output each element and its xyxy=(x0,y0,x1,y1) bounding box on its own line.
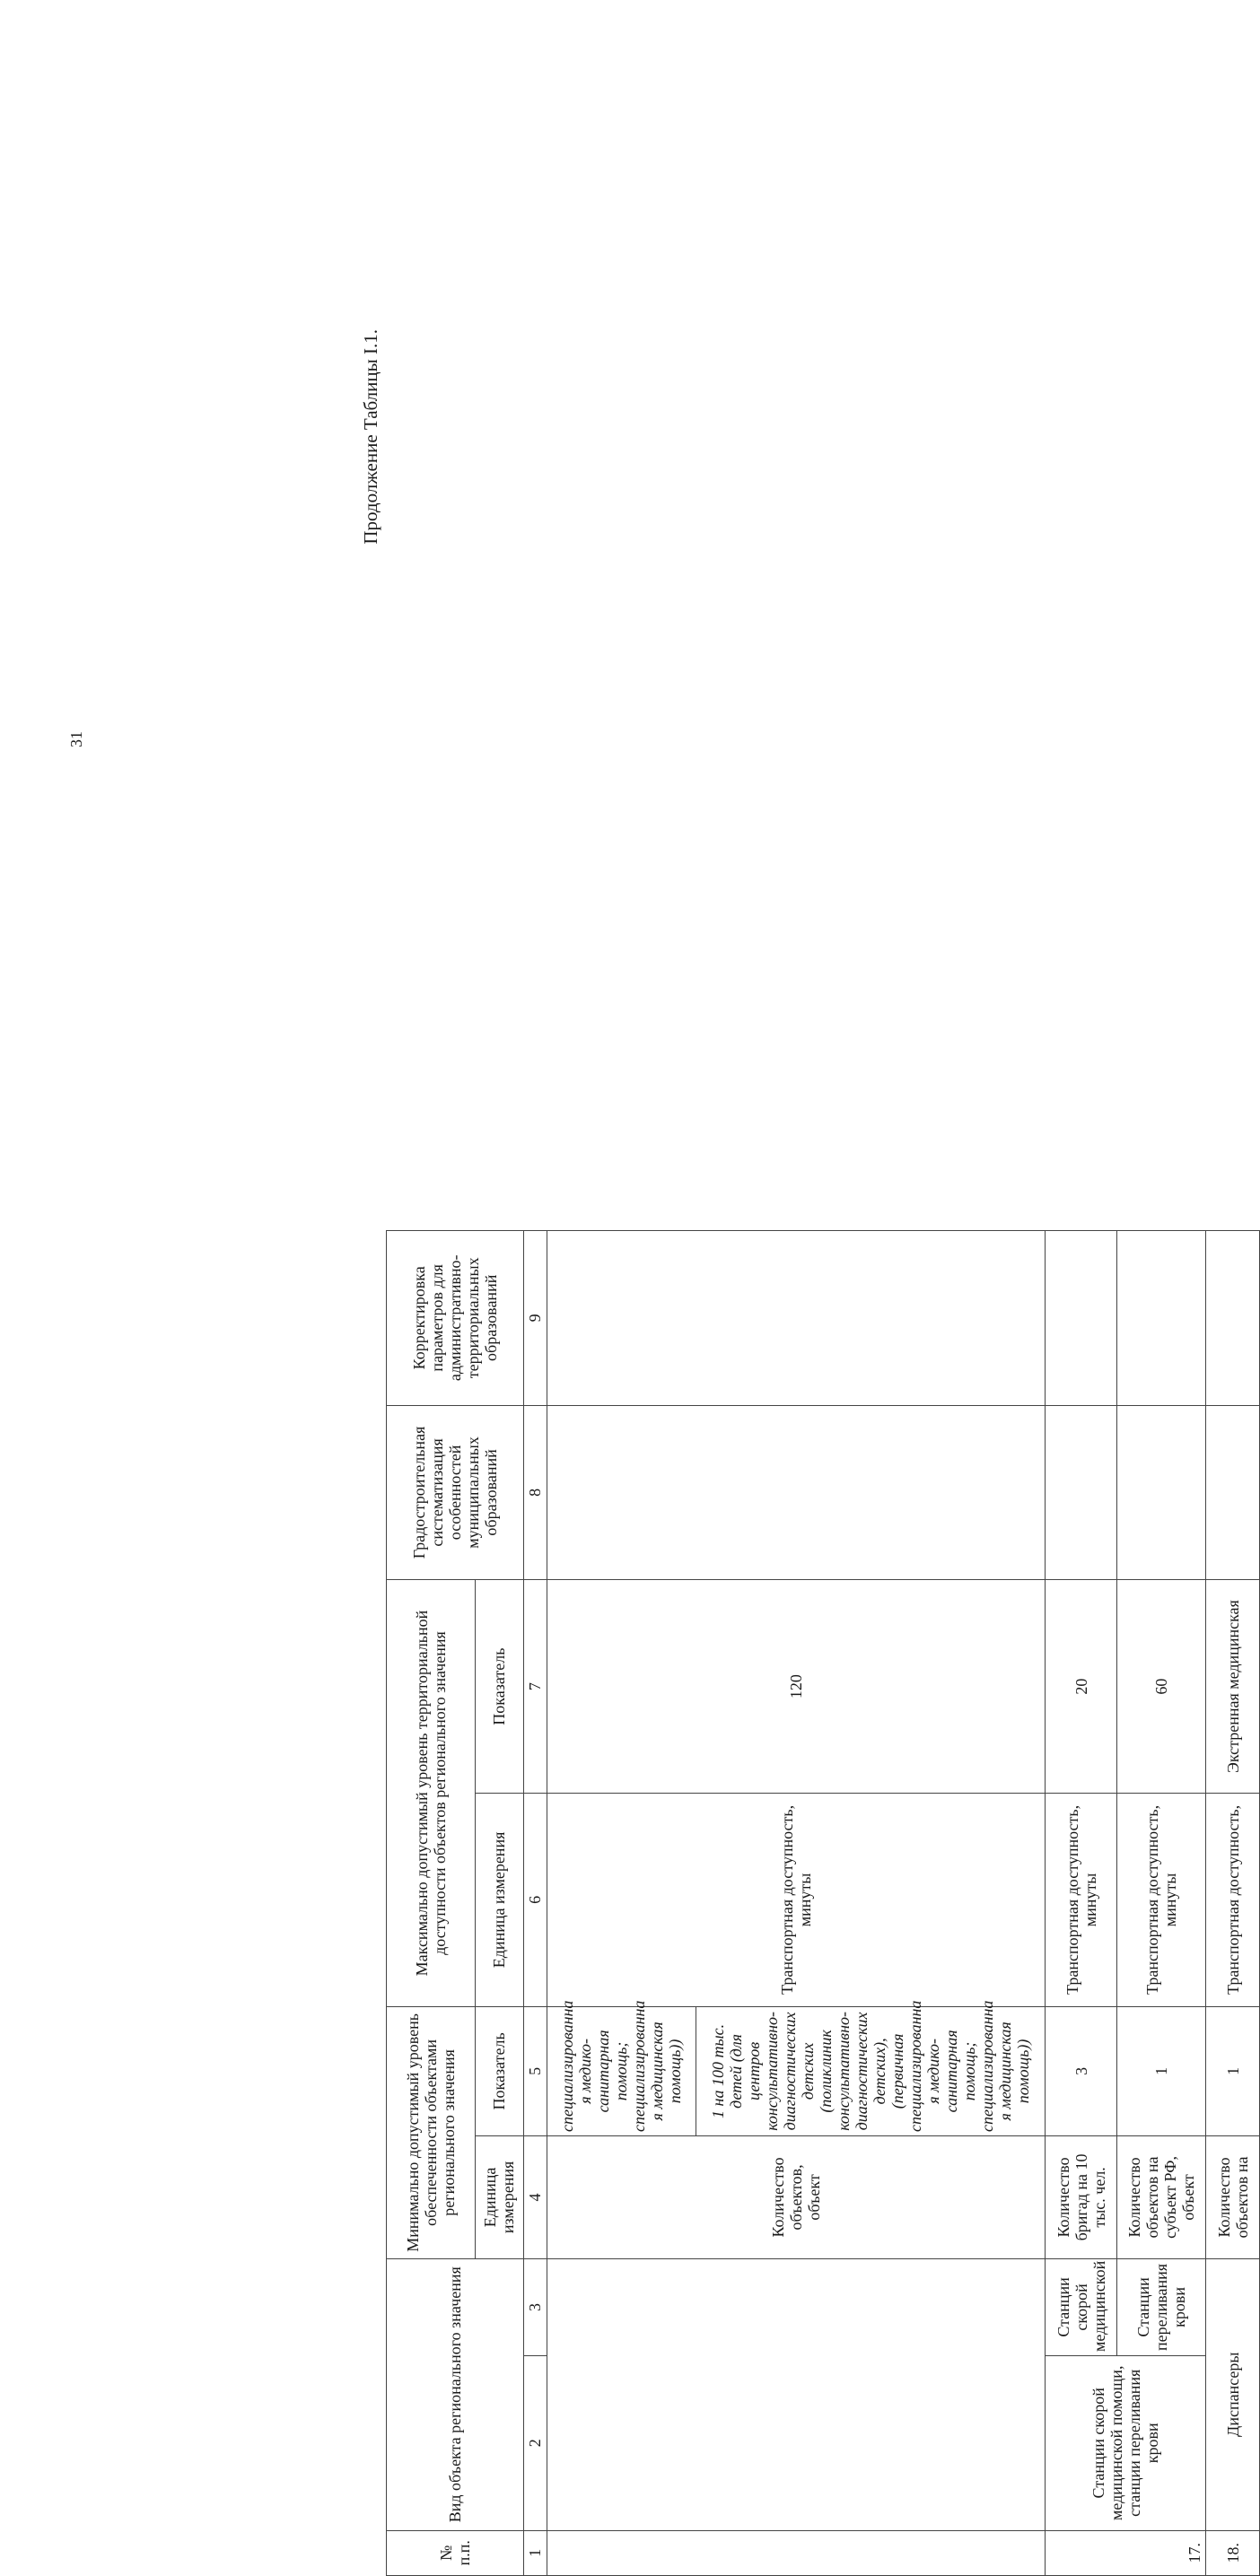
header-min-level: Минимально допустимый уровень обеспеченности объектами регионального значения xyxy=(387,2006,476,2258)
cont-access-unit: Транспортная доступность, минуты xyxy=(547,1794,1046,2007)
header-indicator: Показатель xyxy=(476,2006,523,2135)
cont-children-indicator: 1 на 100 тыс. детей (для центров консультативно-диагностических детских (поликлиник консультативно-диагностических детских), (первичная специализированна я медико-санитарная помощь; специализированна я медицинская помощь)) xyxy=(696,2006,1045,2135)
column-number: 4 xyxy=(523,2135,547,2258)
header-unit: Единица измерения xyxy=(476,2135,523,2258)
row-17b-access-unit: Транспортная доступность, минуты xyxy=(1117,1794,1206,2007)
row-17a-access-value: 20 xyxy=(1046,1580,1117,1794)
row-17b-systematization xyxy=(1117,1405,1206,1580)
column-number: 1 xyxy=(523,2530,547,2575)
column-number: 5 xyxy=(523,2006,547,2135)
cont-specialized-indicator: специализированна я медико-санитарная помощь; специализированна я медицинская помощь)) xyxy=(547,2006,696,2135)
column-number: 7 xyxy=(523,1580,547,1794)
column-number: 3 xyxy=(523,2258,547,2355)
row-17a-value: 3 xyxy=(1046,2006,1117,2135)
row-17a-correction xyxy=(1046,1231,1117,1406)
header-unit-access: Единица измерения xyxy=(476,1794,523,2007)
header-max-access: Максимально допустимый уровень территориальной доступности объектов регионального значения xyxy=(387,1580,476,2007)
row-18-access-unit: Транспортная доступность, xyxy=(1206,1794,1260,2007)
page-number: 31 xyxy=(67,731,85,747)
row-18-access-value: Экстренная медицинская xyxy=(1206,1580,1260,1794)
row-17a-unit: Количество бригад на 10 тыс. чел. xyxy=(1046,2135,1117,2258)
header-indicator-access: Показатель xyxy=(476,1580,523,1794)
cont-no-cell xyxy=(547,2530,1046,2575)
header-no: № п.п. xyxy=(387,2530,524,2575)
row-17-group-name: Станции скорой медицинской помощи, станции переливания крови xyxy=(1046,2355,1206,2530)
header-systematization: Градостроительная систематизация особенностей муниципальных образований xyxy=(387,1405,524,1580)
rotated-table-wrapper xyxy=(386,1230,1260,2576)
row-17b-correction xyxy=(1117,1231,1206,1406)
row-18-unit: Количество объектов на xyxy=(1206,2135,1260,2258)
cont-unit: Количество объектов, объект xyxy=(547,2135,1046,2258)
row-18-name: Диспансеры xyxy=(1206,2258,1260,2530)
column-number: 8 xyxy=(523,1405,547,1580)
column-number: 6 xyxy=(523,1794,547,2007)
row-17b-access-value: 60 xyxy=(1117,1580,1206,1794)
cont-correction-cell xyxy=(547,1231,1046,1406)
column-number: 2 xyxy=(523,2355,547,2530)
row-18-correction xyxy=(1206,1231,1260,1406)
cont-systematization-cell xyxy=(547,1405,1046,1580)
column-number: 9 xyxy=(523,1231,547,1406)
row-18-systematization xyxy=(1206,1405,1260,1580)
table-caption: Продолжение Таблицы I.1. xyxy=(360,329,381,545)
header-object-type: Вид объекта регионального значения xyxy=(387,2258,524,2530)
row-17a-systematization xyxy=(1046,1405,1117,1580)
row-18-value: 1 xyxy=(1206,2006,1260,2135)
row-17a-name: Станции скорой медицинской xyxy=(1046,2258,1117,2355)
row-17a-access-unit: Транспортная доступность, минуты xyxy=(1046,1794,1117,2007)
row-17-number: 17. xyxy=(1046,2530,1206,2575)
row-18-number: 18. xyxy=(1206,2530,1260,2575)
cont-object-cell xyxy=(547,2258,1046,2530)
regional-objects-table xyxy=(386,1230,1260,2576)
row-17b-name: Станции переливания крови xyxy=(1117,2258,1206,2355)
cont-access-value: 120 xyxy=(547,1580,1046,1794)
header-correction: Корректировка параметров для административно-территориальных образований xyxy=(387,1231,524,1406)
row-17b-value: 1 xyxy=(1117,2006,1206,2135)
row-17b-unit: Количество объектов на субъект РФ, объект xyxy=(1117,2135,1206,2258)
